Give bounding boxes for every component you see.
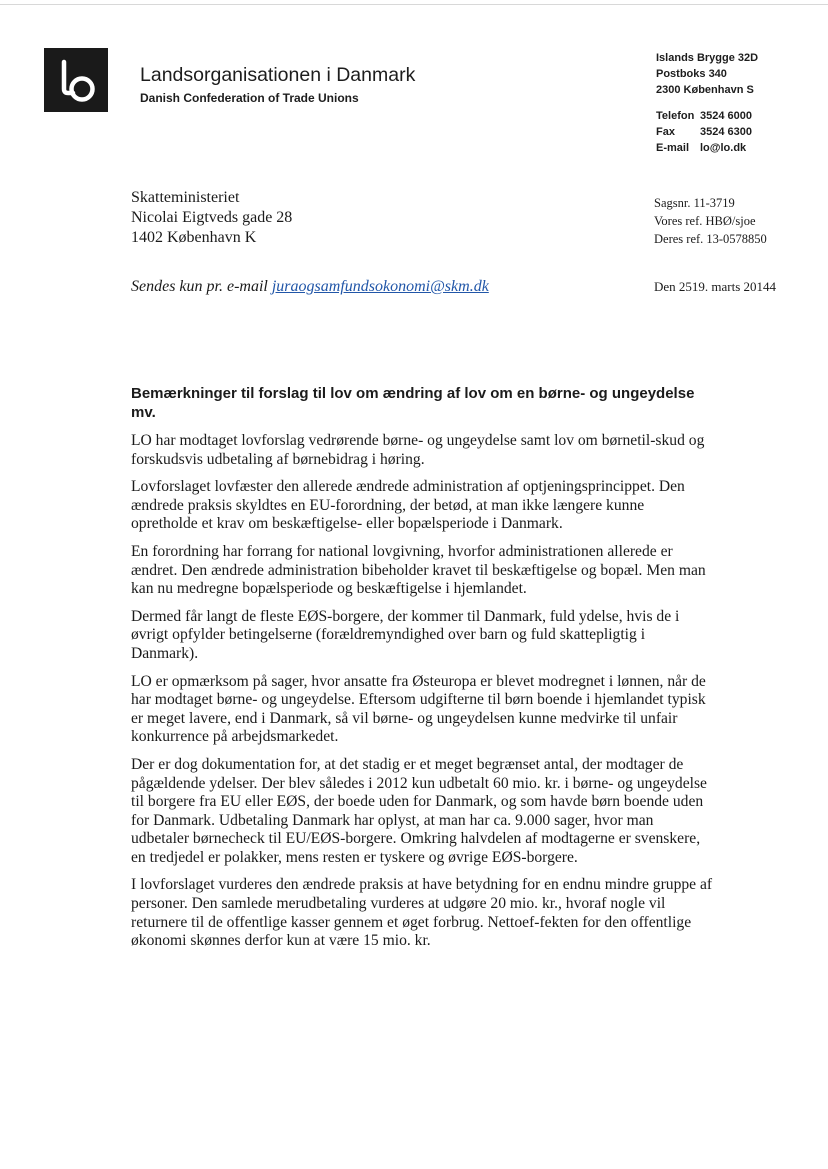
letter-date: Den 2519. marts 20144 — [654, 279, 777, 294]
contact-label: E-mail — [656, 142, 690, 154]
sender-contact — [656, 108, 758, 156]
scan-top-edge — [0, 4, 828, 5]
delivery-note — [131, 278, 489, 296]
body-paragraph: Lovforslaget lovfæster den allerede ændrede administration af optjeningsprincippet. Den ændrede praksis skyldtes en EU-forordning, der betød, at man ikke længere kunne opretholde et krav om beskæftigelse- eller bopælsperiode i Danmark. — [131, 478, 685, 533]
letter-heading: Bemærkninger til forslag til lov om ændring af lov om en børne- og ungeydelse mv. — [131, 385, 695, 421]
sender-address-block — [656, 50, 758, 156]
recipient-name: Skatteministeriet — [131, 189, 240, 206]
contact-value: 3524 6000 — [700, 110, 752, 122]
lo-logo-glyph — [44, 48, 108, 112]
letter-body — [131, 432, 713, 960]
lo-logo-icon — [44, 48, 108, 112]
contact-value: lo@lo.dk — [700, 142, 747, 154]
recipient-street: Nicolai Eigtveds gade 28 — [131, 209, 293, 226]
body-paragraph: En forordning har forrang for national lovgivning, hvorfor administrationen allerede er ændret. Den ændrede administration bibeholder kravet til beskæftigelse og bopæl. Men man kan nu medregne bopælsperiode og beskæftigelse i hjemlandet. — [131, 542, 706, 598]
body-paragraph: LO har modtaget lovforslag vedrørende børne- og ungeydelse samt lov om børnetil-skud og forskudsvis udbetaling af børnebidrag i høring. — [131, 432, 705, 468]
organization-name: Landsorganisationen i Danmark — [140, 64, 416, 86]
recipient-address — [131, 188, 292, 248]
body-paragraph: LO er opmærksom på sager, hvor ansatte fra Østeuropa er blevet modregnet i lønnen, når de har modtaget børne- og ungeydelse. Eftersom udgifterne til børn boende i hjemlandet typisk er meget lavere, end i Danmark, så vil børne- og ungeydelsen kunne medvirke til unfair konkurrence på arbejdsmarkedet. — [131, 672, 706, 746]
sender-city: 2300 København S — [656, 84, 754, 96]
contact-value: 3524 6300 — [700, 126, 752, 138]
organization-subtitle: Danish Confederation of Trade Unions — [140, 91, 359, 105]
reference-block — [654, 194, 767, 248]
contact-fax — [656, 124, 758, 140]
contact-label: Telefon — [656, 110, 695, 122]
body-paragraph: I lovforslaget vurderes den ændrede praksis at have betydning for en endnu mindre gruppe af personer. Den samlede merudbetaling vurderes at udgøre 20 mio. kr., hvoraf nogle vil returnere til de offentlige kasser gennem et øget forbrug. Nettoef-fekten for den offentlige økonomi skønnes derfor kun at være 15 mio. kr. — [131, 876, 713, 950]
delivery-prefix: Sendes kun pr. e-mail — [131, 278, 272, 295]
recipient-city: 1402 København K — [131, 229, 257, 246]
sender-street: Islands Brygge 32D — [656, 52, 759, 64]
contact-email — [656, 140, 758, 156]
sender-pobox: Postboks 340 — [656, 68, 727, 80]
our-reference: Vores ref. HBØ/sjoe — [654, 214, 756, 228]
contact-phone — [656, 108, 758, 124]
contact-label: Fax — [656, 126, 675, 138]
body-paragraph: Dermed får langt de fleste EØS-borgere, der kommer til Danmark, fuld ydelse, hvis de i øvrigt opfylder betingelserne (forældremyndighed over barn og fuld skattepligtig i Danmark). — [131, 607, 680, 662]
recipient-email-link[interactable]: juraogsamfundsokonomi@skm.dk — [271, 278, 489, 295]
case-number: Sagsnr. 11-3719 — [654, 196, 735, 210]
body-paragraph: Der er dog dokumentation for, at det stadig er et meget begrænset antal, der modtager de pågældende ydelser. Der blev således i 2012 kun udbetalt 60 mio. kr. i børne- og ungeydelse til borgere fra EU eller EØS, der boede uden for Danmark, og som havde børn boende uden for Danmark. Udbetaling Danmark har oplyst, at man har ca. 9.000 sager, hvor man udbetaler børnecheck til EU/EØS-borgere. Omkring halvdelen af modtagerne er svenskere, en tredjedel er polakker, mens resten er tyskere og øvrige EØS-borgere. — [131, 755, 707, 866]
your-reference: Deres ref. 13-0578850 — [654, 232, 767, 246]
